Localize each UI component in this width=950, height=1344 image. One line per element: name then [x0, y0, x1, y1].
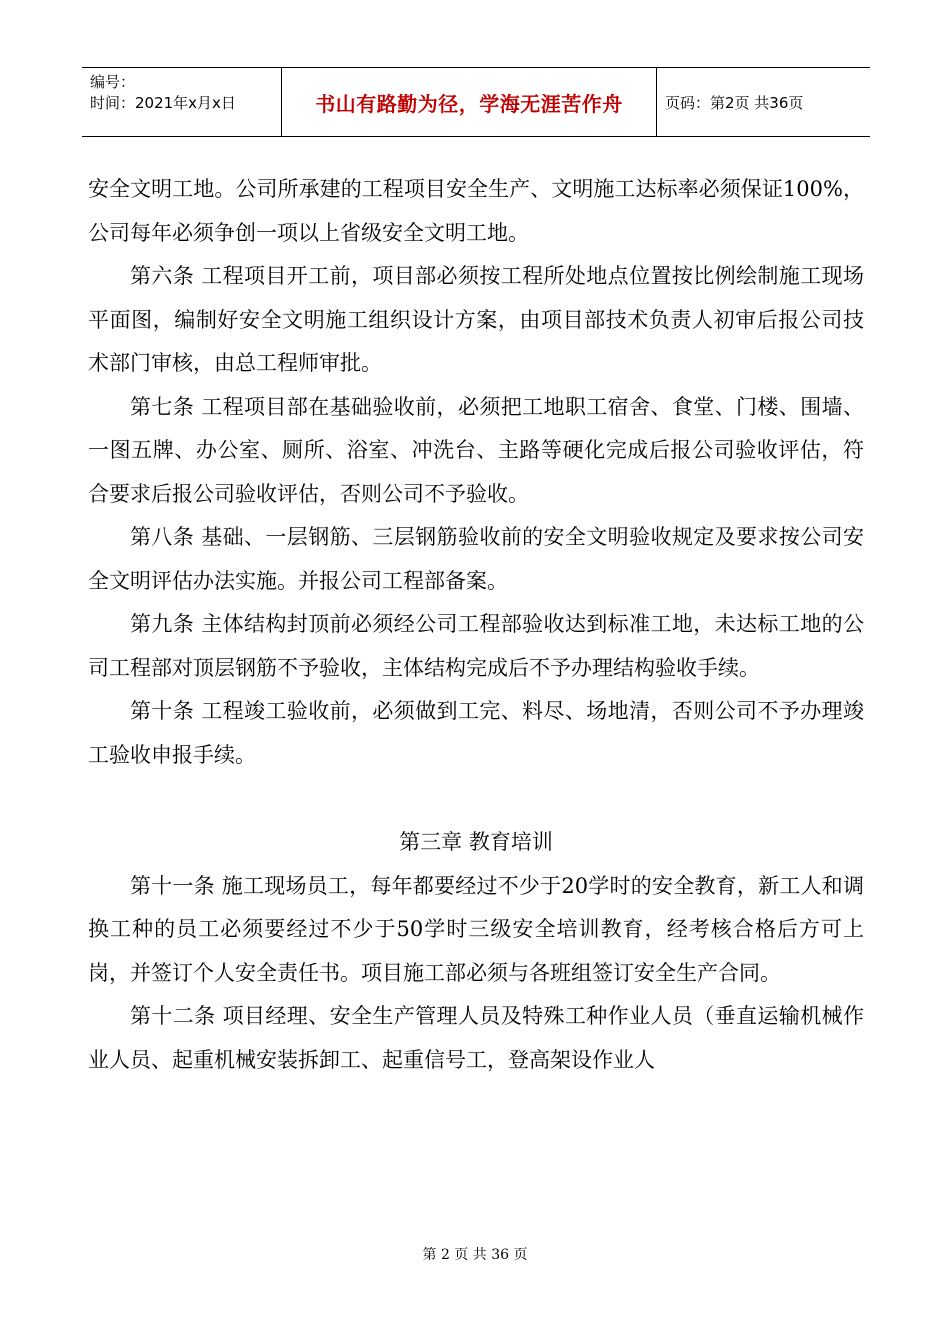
header-page-info: 页码：第2页 共36页	[665, 93, 804, 112]
page-header	[82, 67, 870, 137]
article-6: 第六条 工程项目开工前，项目部必须按工程所处地点位置按比例绘制施工现场平面图，编制好安全文明施工组织设计方案，由项目部技术负责人初审后报公司技术部门审核，由总工程师审批。	[88, 264, 864, 375]
header-motto: 书山有路勤为径，学海无涯苦作舟	[282, 68, 657, 136]
article-9: 第九条 主体结构封顶前必须经公司工程部验收达到标准工地，未达标工地的公司工程部对顶层钢筋不予验收，主体结构完成后不予办理结构验收手续。	[88, 612, 864, 680]
article-7: 第七条 工程项目部在基础验收前，必须把工地职工宿舍、食堂、门楼、围墙、一图五牌、办公室、厕所、浴室、冲洗台、主路等硬化完成后报公司验收评估，符合要求后报公司验收评估，否则公司不予验收。	[88, 394, 864, 506]
page-footer: 第 2 页 共 36 页	[422, 1247, 528, 1263]
paragraph-continued: 安全文明工地。公司所承建的工程项目安全生产、文明施工达标率必须保证100%，公司每年必须争创一项以上省级安全文明工地。	[88, 177, 864, 245]
time-label: 时间：2021年x月x日	[90, 94, 236, 112]
number-label: 编号：	[90, 73, 136, 91]
chapter-title: 第三章 教育培训	[399, 830, 553, 854]
document-body	[88, 168, 864, 1082]
article-10: 第十条 工程竣工验收前，必须做到工完、料尽、场地清，否则公司不予办理竣工验收申报手续。	[88, 699, 864, 767]
article-8: 第八条 基础、一层钢筋、三层钢筋验收前的安全文明验收规定及要求按公司安全文明评估办法实施。并报公司工程部备案。	[88, 525, 864, 593]
article-12: 第十二条 项目经理、安全生产管理人员及特殊工种作业人员（垂直运输机械作业人员、起重机械安装拆卸工、起重信号工，登高架设作业人	[88, 1004, 864, 1072]
header-meta	[82, 68, 282, 136]
article-11: 第十一条 施工现场员工，每年都要经过不少于20学时的安全教育，新工人和调换工种的员工必须要经过不少于50学时三级安全培训教育，经考核合格后方可上岗，并签订个人安全责任书。项目施工部必须与各班组签订安全生产合同。	[88, 873, 864, 985]
